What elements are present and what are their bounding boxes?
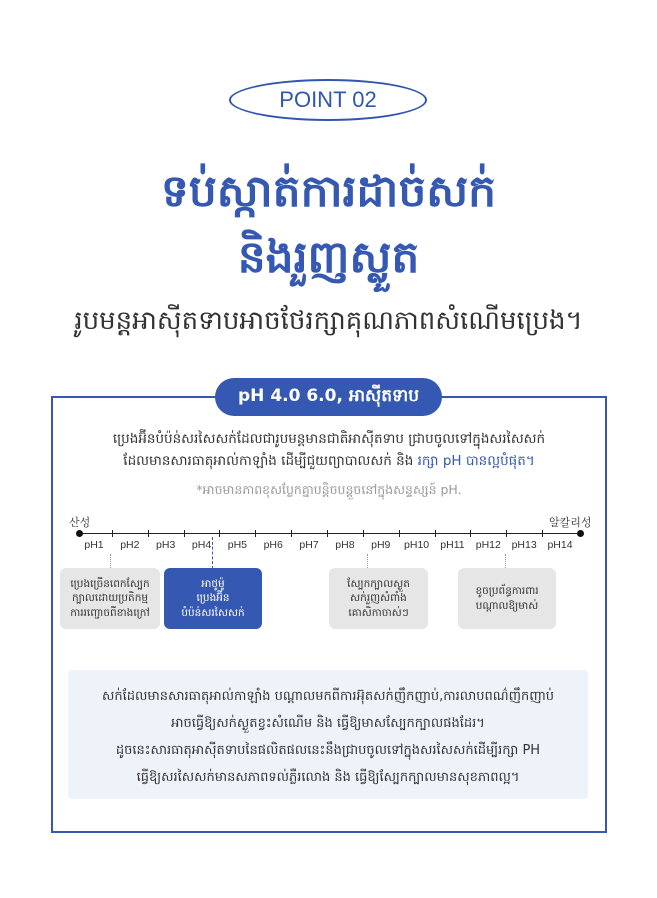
description-highlight: រក្សា pH បានល្អបំផុត។ (417, 453, 535, 469)
ph-tick-label: pH6 (263, 539, 283, 551)
description-line-1: ប្រេងអ៊ីនបំប៉ន់សរសៃសក់ដែលជារូបមន្តមានជាតិអាស៊ីតទាប ជ្រាបចូលទៅក្នុងសរសៃសក់ (112, 431, 546, 447)
ph-tick-mark (399, 530, 400, 537)
ph-tick-label: pH1 (84, 539, 104, 551)
ph-tick-label: pH12 (475, 539, 501, 551)
info-line-3: ដូចនេះសារធាតុអាស៊ីតទាបនៃផលិតផលនេះនឹងជ្រាបចូលទៅក្នុងសរសៃសក់ដើម្បីរក្សា PH (115, 743, 541, 758)
ph-tick-mark (506, 530, 507, 537)
ph-tick-mark (470, 530, 471, 537)
ph-tick-label: pH5 (227, 539, 247, 551)
card-connector-4 (505, 554, 506, 568)
ph-card-2-line: បំប៉ន់សរសៃសក់ (181, 606, 245, 619)
ph-card-4 (458, 568, 556, 629)
page-title-line-1: ទប់ស្កាត់ការដាច់សក់ (160, 166, 497, 217)
card-connector-3 (367, 554, 368, 568)
ph-card-2 (164, 568, 262, 629)
ph-tick-label: pH8 (335, 539, 355, 551)
ph-tick-label: pH4 (191, 539, 212, 551)
ph-tick-label: pH11 (440, 539, 465, 551)
ph-tick-label: pH13 (511, 539, 537, 551)
info-line-1: សក់ដែលមានសារធាតុអាល់កាឡាំង បណ្ដាលមកពីការអ៊ុតសក់ញឹកញាប់,ការលាបពណ៌ញឹកញាប់ (102, 689, 554, 704)
ph-card-1-line: ការរញ្ជោចពីខាងក្រៅ (70, 606, 150, 619)
ph-card-2-line: អាថូម៉ូ (201, 578, 225, 591)
info-line-4: ធ្វើឱ្យសរសៃសក់មានសភាពទល់ភ្លឺរលោង និង ធ្វើឱ្យស្បែកក្បាលមានសុខភាពល្អ។ (136, 770, 520, 785)
ph-tick-mark (542, 530, 543, 537)
ph-card-2-line: ប្រេងអ៊ីន (196, 592, 230, 605)
ph-card-1-line: ក្បាលដោយប្រតិកម្ម (71, 592, 149, 605)
ph-tick-mark (112, 530, 113, 537)
ph-tick-mark (435, 530, 436, 537)
ph-tick-label: pH3 (156, 539, 176, 551)
ph-note: *អាចមានភាពខុសប្លែកគ្នាបន្តិចបន្តួចនៅក្នុងសន្ទស្សន៍ pH. (196, 482, 462, 497)
ph-card-3-line: ស្បែកក្បាលស្ងួត (347, 578, 410, 591)
ph-card-4-line: ខូចប្រព័ន្ធការពារ (475, 585, 539, 598)
ph-tick-mark (327, 530, 328, 537)
acidic-label: 산성 (69, 516, 91, 529)
ph-axis-end-dot (577, 530, 584, 537)
ph-card-1-line: ប្រេងច្រើនពេកស្បែក (70, 578, 150, 591)
ph-tick-mark (255, 530, 256, 537)
ph-card-3-line: គោសិកាចាស់ៗ (348, 606, 409, 619)
ph-tick-mark (184, 530, 185, 537)
point-badge (229, 79, 427, 121)
ph-tick-label: pH7 (299, 539, 319, 551)
ph-tick-label: pH2 (120, 539, 140, 551)
ph-card-3-line: សក់រួញសំពាំង (350, 592, 407, 605)
description-line-2 (60, 452, 598, 472)
ph-card-4-line: បណ្ដាលឱ្យមាស់ (475, 599, 539, 612)
info-line-2: អាចធ្វើឱ្យសក់ស្ងួតខ្វះសំណើម និង ធ្វើឱ្យមាសស្បែកក្បាលផងដែរ។ (171, 716, 485, 731)
ph-tag (215, 378, 442, 416)
page-subtitle: រូបមន្តអាស៊ីតទាបអាចថែរក្សាគុណភាពសំណើមប្រេង។ (74, 306, 583, 336)
point-label: POINT 02 (279, 87, 377, 112)
ph-tick-mark (148, 530, 149, 537)
ph-tick-label: pH9 (371, 539, 391, 551)
card-connector-1 (110, 554, 111, 568)
page-title-line-2: និងរួញស្លួត (237, 232, 420, 283)
description-line-2-text: ដែលមានសារធាតុអាល់កាឡាំង ដើម្បីជួយព្យាបាលសក់ និង (123, 453, 418, 469)
ph-axis-start-dot (76, 530, 83, 537)
ph-tick-label: pH10 (404, 539, 430, 551)
ph-tick-mark (291, 530, 292, 537)
ph-tick-mark (363, 530, 364, 537)
ph-tag-label: pH 4.0 6.0, អាស៊ីតទាប (238, 385, 419, 406)
alkaline-label: 알칼리성 (549, 516, 592, 529)
ph-card-3 (329, 568, 428, 629)
card-connector-2 (212, 537, 213, 569)
ph-tick-mark (219, 530, 220, 537)
ph-card-1 (60, 568, 160, 629)
ph-tick-label: pH14 (547, 539, 573, 551)
